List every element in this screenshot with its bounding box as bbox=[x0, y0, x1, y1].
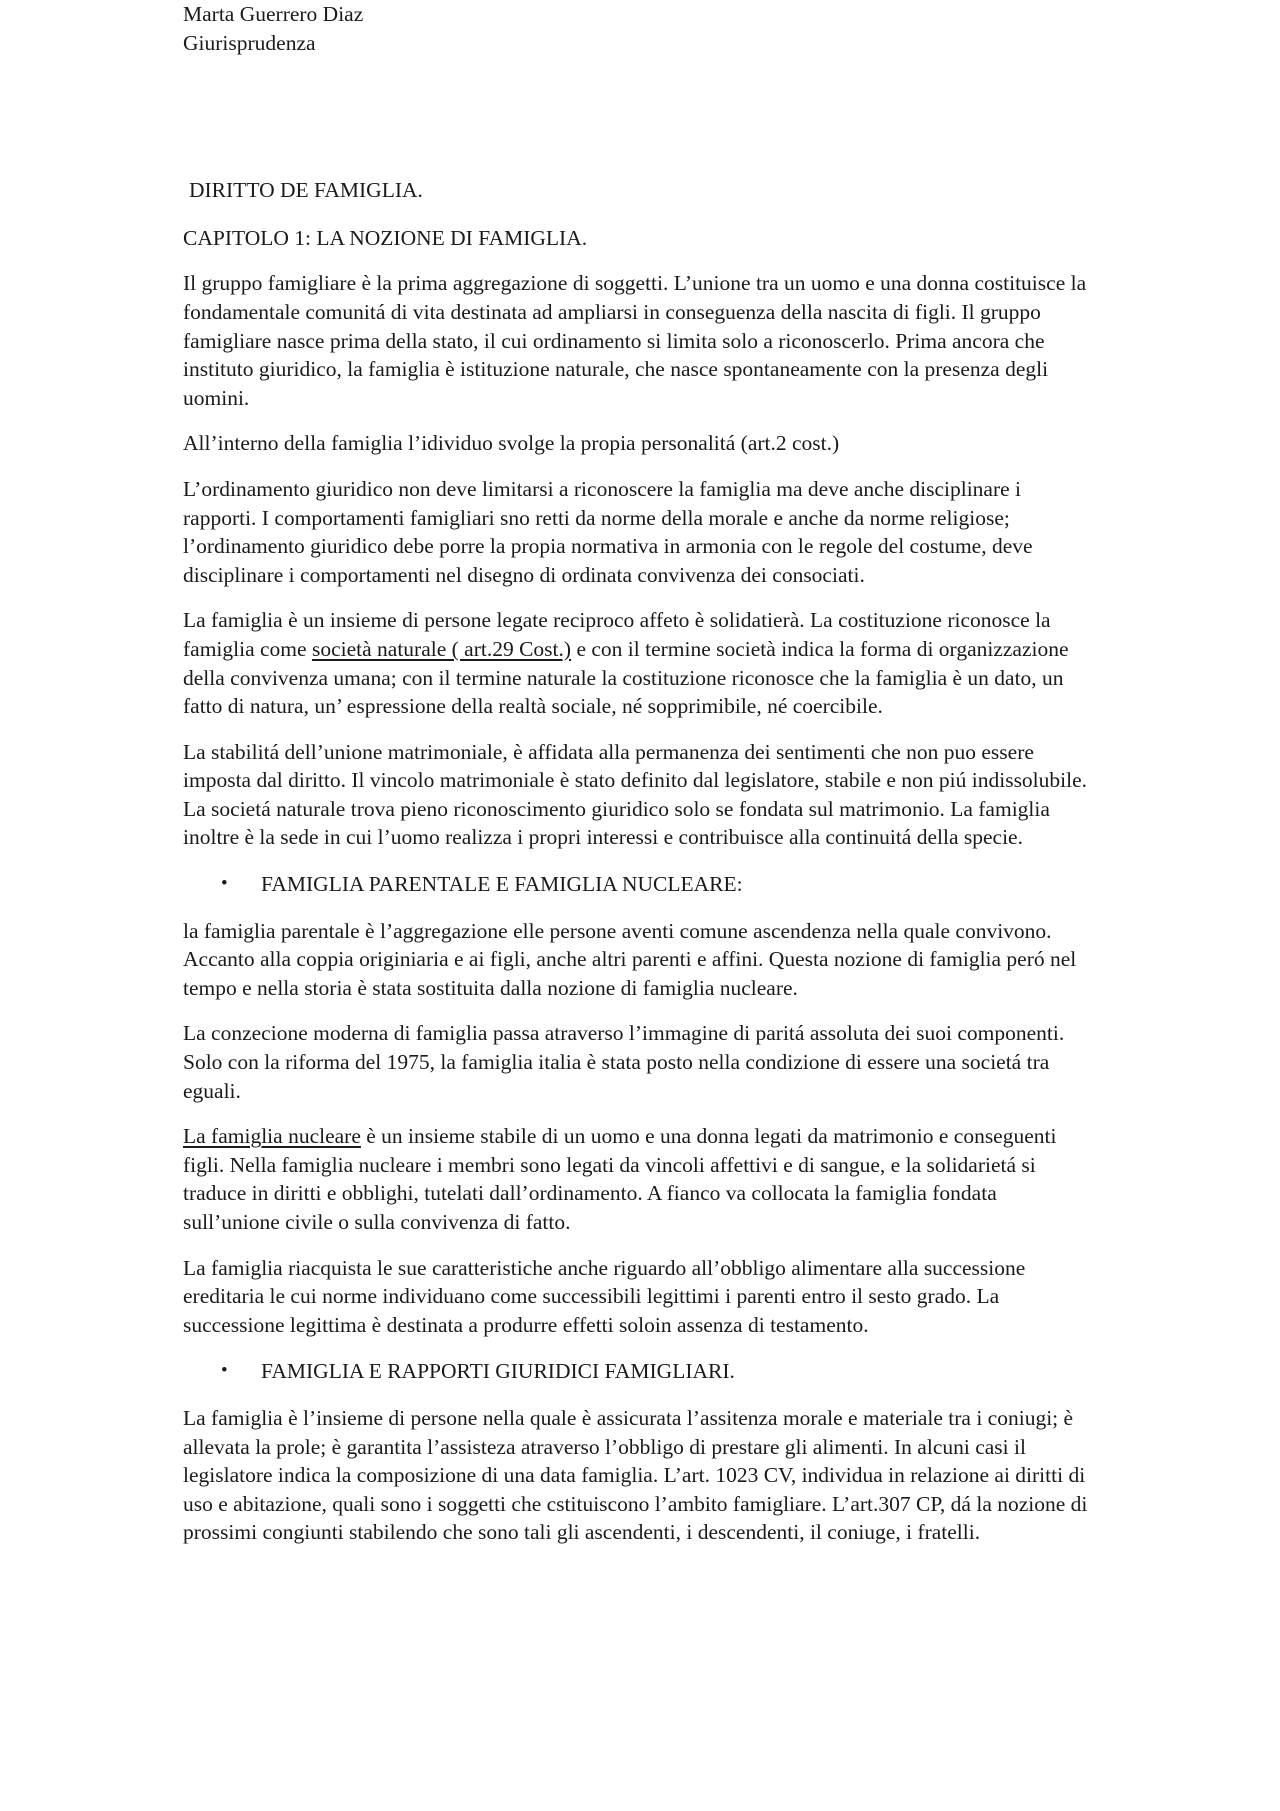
bullet-text-1: FAMIGLIA PARENTALE E FAMIGLIA NUCLEARE: bbox=[261, 872, 743, 897]
bullet-text-2: FAMIGLIA E RAPPORTI GIURIDICI FAMIGLIARI. bbox=[261, 1359, 735, 1384]
bullet-symbol: • bbox=[221, 1360, 228, 1382]
faculty-name: Giurisprudenza bbox=[183, 30, 316, 55]
chapter-heading: CAPITOLO 1: LA NOZIONE DI FAMIGLIA. bbox=[183, 225, 588, 250]
paragraph-4 bbox=[183, 606, 1098, 720]
bullet-item-1 bbox=[183, 870, 1098, 899]
paragraph-2: All’interno della famiglia l’idividuo svolge la propia personalitá (art.2 cost.) bbox=[183, 431, 840, 456]
paragraph-3: L’ordinamento giuridico non deve limitarsi a riconoscere la famiglia ma deve anche disciplinare i rapporti. I comportamenti famigliari sno retti da norme della morale e anche da norme religiose; l’ordinamento giuridico debe porre la propia normativa in armonia con le regole del costume, deve disciplinare i comportamenti nel disegno di ordinata convivenza dei consociati. bbox=[183, 476, 1033, 587]
paragraph-8 bbox=[183, 1122, 1098, 1236]
paragraph-4-text-a: La famiglia è un insieme di persone legate reciproco affeto è solidatierà. La costituzione riconosce la famiglia come bbox=[183, 608, 1051, 661]
paragraph-8-underlined: La famiglia nucleare bbox=[183, 1124, 361, 1149]
document-title: DIRITTO DE FAMIGLIA. bbox=[189, 178, 423, 203]
author-name: Marta Guerrero Diaz bbox=[183, 2, 364, 26]
paragraph-7: La conzecione moderna di famiglia passa atraverso l’immagine di paritá assoluta dei suoi componenti. Solo con la riforma del 1975, la famiglia italia è stata posto nella condizione di essere una societá tra eguali. bbox=[183, 1021, 1065, 1103]
document-header bbox=[183, 0, 1098, 57]
paragraph-4-underlined: società naturale ( art.29 Cost.) bbox=[311, 636, 572, 661]
paragraph-9: La famiglia riacquista le sue caratteristiche anche riguardo all’obbligo alimentare alla successione ereditaria le cui norme individuano come successibili legittimi i parenti entro il sesto grado. La successione legittima è destinata a produrre effetti soloin assenza di testamento. bbox=[183, 1255, 1026, 1337]
paragraph-5: La stabilitá dell’unione matrimoniale, è affidata alla permanenza dei sentimenti che non puo essere imposta dal diritto. Il vincolo matrimoniale è stato definito dal legislatore, stabile e non piú indissolubile. La societá naturale trova pieno riconoscimento giuridico solo se fondata sul matrimonio. La famiglia inoltre è la sede in cui l’uomo realizza i propri interessi e contribuisce alla continuitá della specie. bbox=[183, 739, 1088, 850]
paragraph-1: Il gruppo famigliare è la prima aggregazione di soggetti. L’unione tra un uomo e una donna costituisce la fondamentale comunitá di vita destinata ad ampliarsi in conseguenza della nascita di figli. Il gruppo famigliare nasce prima della stato, il cui ordinamento si limita solo a riconoscerlo. Prima ancora che instituto giuridico, la famiglia è istituzione naturale, che nasce spontaneamente con la presenza degli uomini. bbox=[183, 271, 1087, 410]
paragraph-10: La famiglia è l’insieme di persone nella quale è assicurata l’assitenza morale e materiale tra i coniugi; è allevata la prole; è garantita l’assisteza atraverso l’obbligo di prestare gli alimenti. In alcuni casi il legislatore indica la composizione di una data famiglia. L’art. 1023 CV, individua in relazione ai diritti di uso e abitazione, quali sono i soggetti che cstituiscono l’ambito famigliare. L’art.307 CP, dá la nozione di prossimi congiunti stabilendo che sono tali gli ascendenti, i descendenti, il coniuge, i fratelli. bbox=[183, 1405, 1088, 1545]
bullet-item-2 bbox=[183, 1357, 1098, 1386]
paragraph-4-text-b: e con il termine società indica la forma di organizzazione della convivenza umana; con il termine naturale la costituzione riconosce che la famiglia è un dato, un fatto di natura, un’ espressione della realtà sociale, né sopprimibile, né coercibile. bbox=[183, 636, 1069, 719]
bullet-symbol: • bbox=[221, 873, 228, 895]
paragraph-6: la famiglia parentale è l’aggregazione elle persone aventi comune ascendenza nella quale convivono. Accanto alla coppia originiaria e ai figli, anche altri parenti e affini. Questa nozione di famiglia peró nel tempo e nella storia è stata sostituita dalla nozione di famiglia nucleare. bbox=[183, 918, 1077, 1000]
document-body bbox=[183, 0, 1098, 1547]
paragraph-8-text: è un insieme stabile di un uomo e una donna legati da matrimonio e conseguenti figli. Nella famiglia nucleare i membri sono legati da vincoli affettivi e di sangue, e la solidarietá si traduce in diritti e obblighi, tutelati dall’ordinamento. A fianco va collocata la famiglia fondata sull’unione civile o sulla convivenza di fatto. bbox=[183, 1124, 1057, 1234]
